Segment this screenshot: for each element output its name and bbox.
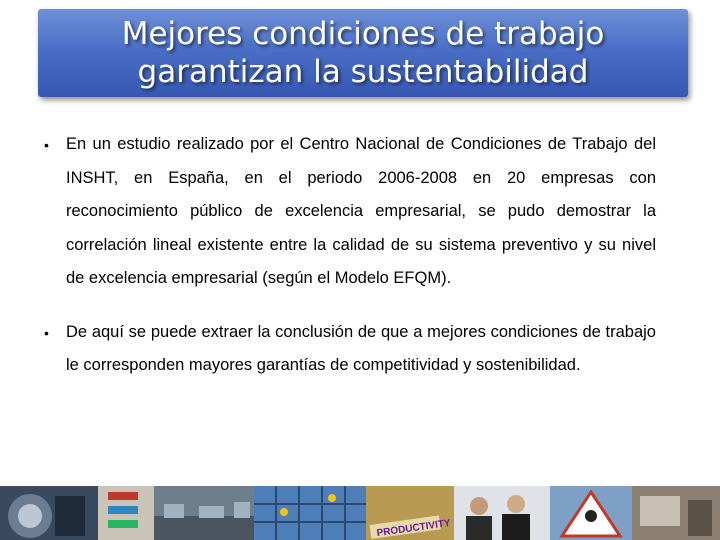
productivity-sign-text: PRODUCTIVITY [376,517,452,540]
bullet-text-2: De aquí se puede extraer la conclusión de que a mejores condiciones de trabajo le corresponden mayores garantías de competitividad y sostenibilidad. [66,322,656,374]
bullet-item-2 [44,316,656,383]
workshop-photo [632,486,720,540]
productivity-photo [366,486,454,540]
bullet-marker: • [44,324,49,341]
slide-body [44,128,656,383]
slide-title-box [38,9,688,97]
worker-sign-photo [550,486,632,540]
window-cleaners-photo [254,486,366,540]
bullet-item-1 [44,128,656,296]
quality-labels-photo [98,486,154,540]
slide-title-line-2: garantizan la sustentabilidad [137,54,589,90]
factory-floor-photo [154,486,254,540]
slide-title-line-1: Mejores condiciones de trabajo [121,16,605,52]
photo-strip [0,486,720,540]
business-people-photo [454,486,550,540]
welding-worker-photo [0,486,98,540]
bullet-text-1: En un estudio realizado por el Centro Nacional de Condiciones de Trabajo del INSHT, en España, en el periodo 2006-2008 en 20 empresas con reconocimiento público de excelencia empresarial, se pudo demostrar la correlación lineal existente entre la calidad de su sistema preventivo y su nivel de excelencia empresarial (según el Modelo EFQM). [66,135,656,287]
bullet-marker: • [44,137,49,153]
